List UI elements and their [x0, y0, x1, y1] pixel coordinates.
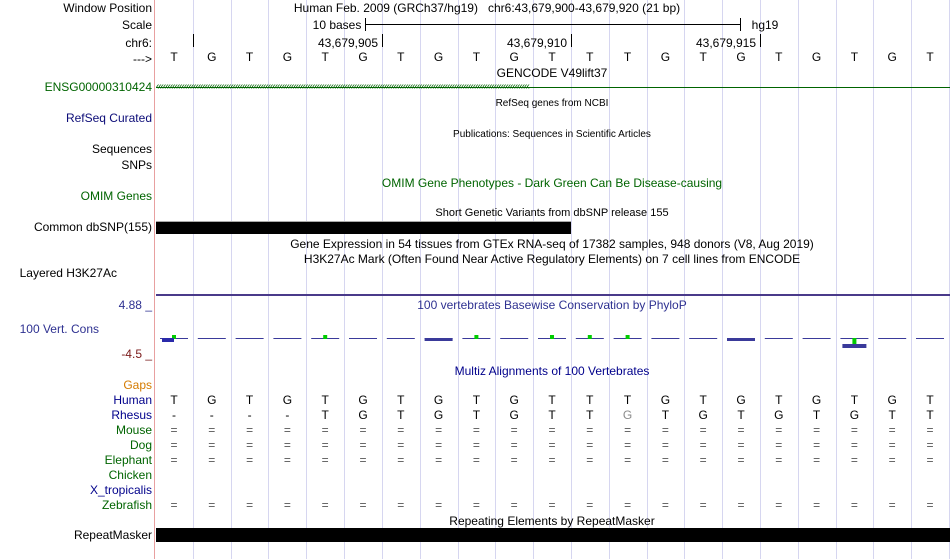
dog-base: =: [926, 438, 934, 452]
dbsnp-track-title: Short Genetic Variants from dbSNP release 155: [435, 207, 669, 219]
rhesus-base: -: [247, 408, 252, 422]
zebrafish-base: =: [548, 498, 556, 512]
dog-base: =: [548, 438, 556, 452]
elephant-base: =: [926, 453, 934, 467]
track-area[interactable]: [156, 0, 950, 559]
elephant-base: =: [624, 453, 632, 467]
rhesus-base: T: [321, 408, 329, 422]
label-layered-h3k27ac[interactable]: Layered H3K27Ac: [19, 266, 117, 280]
scale-text: 10 bases: [312, 18, 362, 32]
label-species-dog[interactable]: Dog: [129, 438, 152, 452]
dog-base: =: [888, 438, 896, 452]
reference-base: G: [358, 50, 368, 64]
reference-base: T: [699, 50, 707, 64]
phylop-baseline-segment: [387, 338, 415, 339]
reference-base: T: [245, 50, 254, 64]
reference-base: T: [472, 50, 481, 64]
elephant-base: =: [510, 453, 518, 467]
position-range: chr6:43,679,900-43,679,920 (21 bp): [487, 1, 681, 15]
label-gaps[interactable]: Gaps: [123, 378, 152, 392]
h3k27ac-track-title: H3K27Ac Mark (Often Found Near Active Regulatory Elements) on 7 cell lines from ENCODE: [303, 252, 801, 266]
multiz-track-title: Multiz Alignments of 100 Vertebrates: [454, 364, 650, 378]
mouse-base: =: [888, 423, 896, 437]
reference-base: G: [509, 50, 519, 64]
phylop-baseline-segment: [651, 338, 679, 339]
ruler-tick-start: [193, 34, 194, 47]
zebrafish-base: =: [624, 498, 632, 512]
label-species-x-tropicalis[interactable]: X_tropicalis: [89, 483, 152, 497]
label-arrow: --->: [133, 52, 152, 66]
human-base: G: [207, 393, 217, 407]
reference-base: G: [811, 50, 822, 64]
publications-track-title: Publications: Sequences in Scientific Articles: [453, 129, 651, 140]
mouse-base: =: [926, 423, 934, 437]
mouse-base: =: [283, 423, 291, 437]
ruler-tick-2: [571, 34, 572, 47]
phylop-baseline-segment: [689, 338, 717, 339]
mouse-base: =: [813, 423, 821, 437]
label-divider: [154, 0, 155, 559]
rhesus-base: G: [358, 408, 368, 422]
reference-base: T: [926, 50, 934, 64]
phylop-baseline-segment: [273, 338, 301, 339]
dog-base: =: [208, 438, 216, 452]
phylop-positive-mark: [323, 335, 327, 339]
mouse-base: =: [472, 423, 480, 437]
human-base: T: [926, 393, 934, 407]
human-base: T: [397, 393, 405, 407]
rhesus-base: T: [586, 408, 594, 422]
phylop-positive-mark: [550, 335, 554, 339]
phylop-baseline-segment: [765, 338, 793, 339]
repeatmasker-element-bar[interactable]: [156, 528, 950, 542]
mouse-base: =: [586, 423, 594, 437]
dog-base: =: [472, 438, 480, 452]
dog-base: =: [359, 438, 367, 452]
rhesus-base: G: [698, 408, 708, 422]
elephant-base: =: [359, 453, 367, 467]
mouse-base: =: [737, 423, 745, 437]
rhesus-base: T: [926, 408, 934, 422]
phylop-baseline-segment: [878, 338, 906, 339]
label-species-mouse[interactable]: Mouse: [115, 423, 152, 437]
label-species-elephant[interactable]: Elephant: [104, 453, 152, 467]
reference-base: T: [623, 50, 632, 64]
human-base: T: [775, 393, 783, 407]
elephant-base: =: [435, 453, 443, 467]
elephant-base: =: [321, 453, 329, 467]
human-base: T: [586, 393, 594, 407]
elephant-base: =: [472, 453, 480, 467]
phylop-positive-mark: [626, 335, 630, 339]
label-omim-genes[interactable]: OMIM Genes: [80, 189, 152, 203]
reference-base: G: [736, 50, 746, 64]
zebrafish-base: =: [359, 498, 367, 512]
elephant-base: =: [661, 453, 669, 467]
phylop-baseline-segment: [500, 338, 528, 339]
human-base: T: [321, 393, 329, 407]
rhesus-base: T: [661, 408, 670, 422]
mouse-base: =: [321, 423, 329, 437]
zebrafish-base: =: [850, 498, 858, 512]
rhesus-base: -: [285, 408, 290, 422]
elephant-base: =: [813, 453, 821, 467]
dog-base: =: [737, 438, 745, 452]
human-base: T: [548, 393, 556, 407]
assembly-name: Human Feb. 2009 (GRCh37/hg19): [293, 1, 478, 15]
repeatmasker-track-title: Repeating Elements by RepeatMasker: [449, 514, 655, 528]
label-cons-min: -4.5 _: [121, 347, 152, 361]
dog-base: =: [435, 438, 443, 452]
zebrafish-base: =: [397, 498, 405, 512]
dbsnp-variant-bar[interactable]: [156, 221, 571, 234]
label-cons-max: 4.88 _: [118, 298, 152, 312]
reference-base: T: [321, 50, 329, 64]
gtex-track-title: Gene Expression in 54 tissues from GTEx RNA-seq of 17382 samples, 948 donors (V8, Aug 2019): [290, 237, 814, 251]
mouse-base: =: [510, 423, 518, 437]
rhesus-base: G: [622, 408, 633, 422]
phylop-positive-mark: [474, 335, 478, 339]
reference-base: G: [660, 50, 671, 64]
elephant-base: =: [397, 453, 405, 467]
dog-base: =: [775, 438, 783, 452]
label-100-vert-cons[interactable]: 100 Vert. Cons: [19, 322, 99, 336]
zebrafish-base: =: [699, 498, 707, 512]
zebrafish-base: =: [586, 498, 594, 512]
reference-base: T: [850, 50, 859, 64]
mouse-base: =: [246, 423, 254, 437]
zebrafish-base: =: [246, 498, 254, 512]
db-name: hg19: [751, 18, 779, 32]
ruler-label-2: 43,679,910: [506, 36, 568, 50]
zebrafish-base: =: [170, 498, 178, 512]
dog-base: =: [397, 438, 405, 452]
human-base: G: [509, 393, 519, 407]
label-species-chicken[interactable]: Chicken: [108, 468, 152, 482]
human-base: T: [170, 393, 178, 407]
zebrafish-base: =: [283, 498, 291, 512]
dog-base: =: [246, 438, 254, 452]
phylop-negative-mark: [162, 338, 174, 342]
label-snps[interactable]: SNPs: [121, 158, 152, 172]
mouse-base: =: [397, 423, 405, 437]
elephant-base: =: [208, 453, 216, 467]
human-base: T: [699, 393, 707, 407]
dog-base: =: [813, 438, 821, 452]
rhesus-base: -: [172, 408, 176, 422]
dog-base: =: [283, 438, 291, 452]
phylop-track-title: 100 vertebrates Basewise Conservation by PhyloP: [417, 298, 687, 312]
mouse-base: =: [661, 423, 669, 437]
refseq-track-title: RefSeq genes from NCBI: [495, 98, 609, 109]
elephant-base: =: [699, 453, 707, 467]
zebrafish-base: =: [321, 498, 329, 512]
phylop-baseline-segment: [803, 338, 831, 339]
human-base: G: [358, 393, 368, 407]
elephant-base: =: [775, 453, 783, 467]
reference-base: G: [433, 50, 444, 64]
mouse-base: =: [170, 423, 178, 437]
label-repeatmasker[interactable]: RepeatMasker: [73, 528, 152, 542]
reference-base: T: [170, 50, 178, 64]
rhesus-base: G: [774, 408, 784, 422]
human-base: G: [660, 393, 671, 407]
rhesus-base: T: [472, 408, 481, 422]
gencode-strand-arrows: ‹‹‹‹‹‹‹‹‹‹‹‹‹‹‹‹‹‹‹‹‹‹‹‹‹‹‹‹‹‹‹‹‹‹‹‹‹‹‹‹‹‹‹‹‹‹‹‹‹‹‹‹‹‹‹‹‹‹‹‹‹‹‹‹‹‹‹‹‹‹‹‹‹‹‹‹‹‹‹‹‹‹‹‹‹‹‹‹‹‹‹‹‹‹‹‹‹‹‹‹‹‹‹‹‹‹‹‹‹‹‹‹‹‹‹‹‹‹‹‹‹‹‹‹‹‹‹‹‹‹‹‹‹‹‹‹‹‹‹‹‹‹‹‹‹‹‹‹‹‹‹‹‹‹‹‹‹‹‹‹: [156, 81, 529, 92]
rhesus-base: G: [849, 408, 860, 422]
phylop-signal[interactable]: [156, 330, 950, 352]
mouse-base: =: [850, 423, 858, 437]
label-sequences[interactable]: Sequences: [91, 142, 152, 156]
human-base: G: [811, 393, 822, 407]
zebrafish-base: =: [775, 498, 783, 512]
label-species-rhesus[interactable]: Rhesus: [111, 408, 152, 422]
mouse-base: =: [359, 423, 367, 437]
zebrafish-base: =: [510, 498, 518, 512]
reference-base: G: [207, 50, 217, 64]
reference-base: T: [548, 50, 556, 64]
gencode-track-title: GENCODE V49lift37: [496, 66, 608, 80]
label-refseq-curated[interactable]: RefSeq Curated: [65, 111, 152, 125]
zebrafish-base: =: [737, 498, 745, 512]
elephant-base: =: [170, 453, 178, 467]
elephant-base: =: [850, 453, 858, 467]
phylop-negative-mark: [425, 338, 453, 341]
zebrafish-base: =: [208, 498, 216, 512]
phylop-baseline-segment: [198, 338, 226, 339]
label-window-position[interactable]: Window Position: [63, 1, 152, 15]
dog-base: =: [850, 438, 858, 452]
human-base: T: [472, 393, 481, 407]
scale-bar: [365, 24, 741, 25]
mouse-base: =: [548, 423, 556, 437]
reference-base: T: [397, 50, 405, 64]
zebrafish-base: =: [926, 498, 934, 512]
h3k27ac-baseline: [156, 294, 950, 296]
omim-track-title: OMIM Gene Phenotypes - Dark Green Can Be Disease-causing: [381, 176, 723, 190]
mouse-base: =: [435, 423, 443, 437]
elephant-base: =: [586, 453, 594, 467]
rhesus-base: G: [433, 408, 444, 422]
dog-base: =: [170, 438, 178, 452]
ruler-tick-3: [760, 34, 761, 47]
reference-base: T: [586, 50, 594, 64]
phylop-baseline-segment: [349, 338, 377, 339]
human-base: T: [623, 393, 632, 407]
elephant-base: =: [283, 453, 291, 467]
human-base: G: [887, 393, 897, 407]
dog-base: =: [661, 438, 669, 452]
rhesus-base: G: [509, 408, 519, 422]
elephant-base: =: [246, 453, 254, 467]
mouse-base: =: [775, 423, 783, 437]
mouse-base: =: [624, 423, 632, 437]
dog-base: =: [321, 438, 329, 452]
zebrafish-base: =: [888, 498, 896, 512]
track-labels: [0, 0, 152, 559]
rhesus-base: T: [888, 408, 896, 422]
zebrafish-base: =: [435, 498, 443, 512]
position-header: [294, 1, 680, 15]
label-gene-id[interactable]: ENSG00000310424: [44, 80, 152, 94]
zebrafish-base: =: [472, 498, 480, 512]
rhesus-base: -: [209, 408, 214, 422]
scale-bar-left-end: [365, 18, 366, 31]
dog-base: =: [510, 438, 518, 452]
rhesus-base: T: [812, 408, 821, 422]
human-base: T: [850, 393, 859, 407]
zebrafish-base: =: [661, 498, 669, 512]
ruler-tick-1: [382, 34, 383, 47]
ruler-label-3: 43,679,915: [695, 36, 757, 50]
human-base: G: [282, 393, 293, 407]
dog-base: =: [586, 438, 594, 452]
rhesus-base: T: [737, 408, 745, 422]
reference-base: T: [775, 50, 783, 64]
mouse-base: =: [699, 423, 707, 437]
dog-base: =: [699, 438, 707, 452]
rhesus-base: T: [548, 408, 556, 422]
dog-base: =: [624, 438, 632, 452]
elephant-base: =: [888, 453, 896, 467]
human-base: G: [736, 393, 746, 407]
human-base: T: [245, 393, 254, 407]
label-species-zebrafish[interactable]: Zebrafish: [101, 498, 152, 512]
ruler-label-1: 43,679,905: [317, 36, 379, 50]
phylop-baseline-segment: [236, 338, 264, 339]
phylop-negative-mark: [727, 338, 755, 341]
reference-base: G: [282, 50, 293, 64]
label-chrom[interactable]: chr6:: [125, 36, 152, 50]
elephant-base: =: [548, 453, 556, 467]
label-scale[interactable]: Scale: [121, 18, 152, 32]
human-base: G: [433, 393, 444, 407]
label-species-human[interactable]: Human: [113, 393, 152, 407]
label-common-dbsnp[interactable]: Common dbSNP(155): [33, 220, 152, 234]
scale-bar-right-end: [740, 18, 741, 31]
reference-base: G: [887, 50, 897, 64]
elephant-base: =: [737, 453, 745, 467]
phylop-baseline-segment: [916, 338, 944, 339]
zebrafish-base: =: [813, 498, 821, 512]
mouse-base: =: [208, 423, 216, 437]
phylop-positive-mark: [588, 335, 592, 339]
rhesus-base: T: [397, 408, 405, 422]
phylop-negative-mark: [842, 344, 866, 348]
